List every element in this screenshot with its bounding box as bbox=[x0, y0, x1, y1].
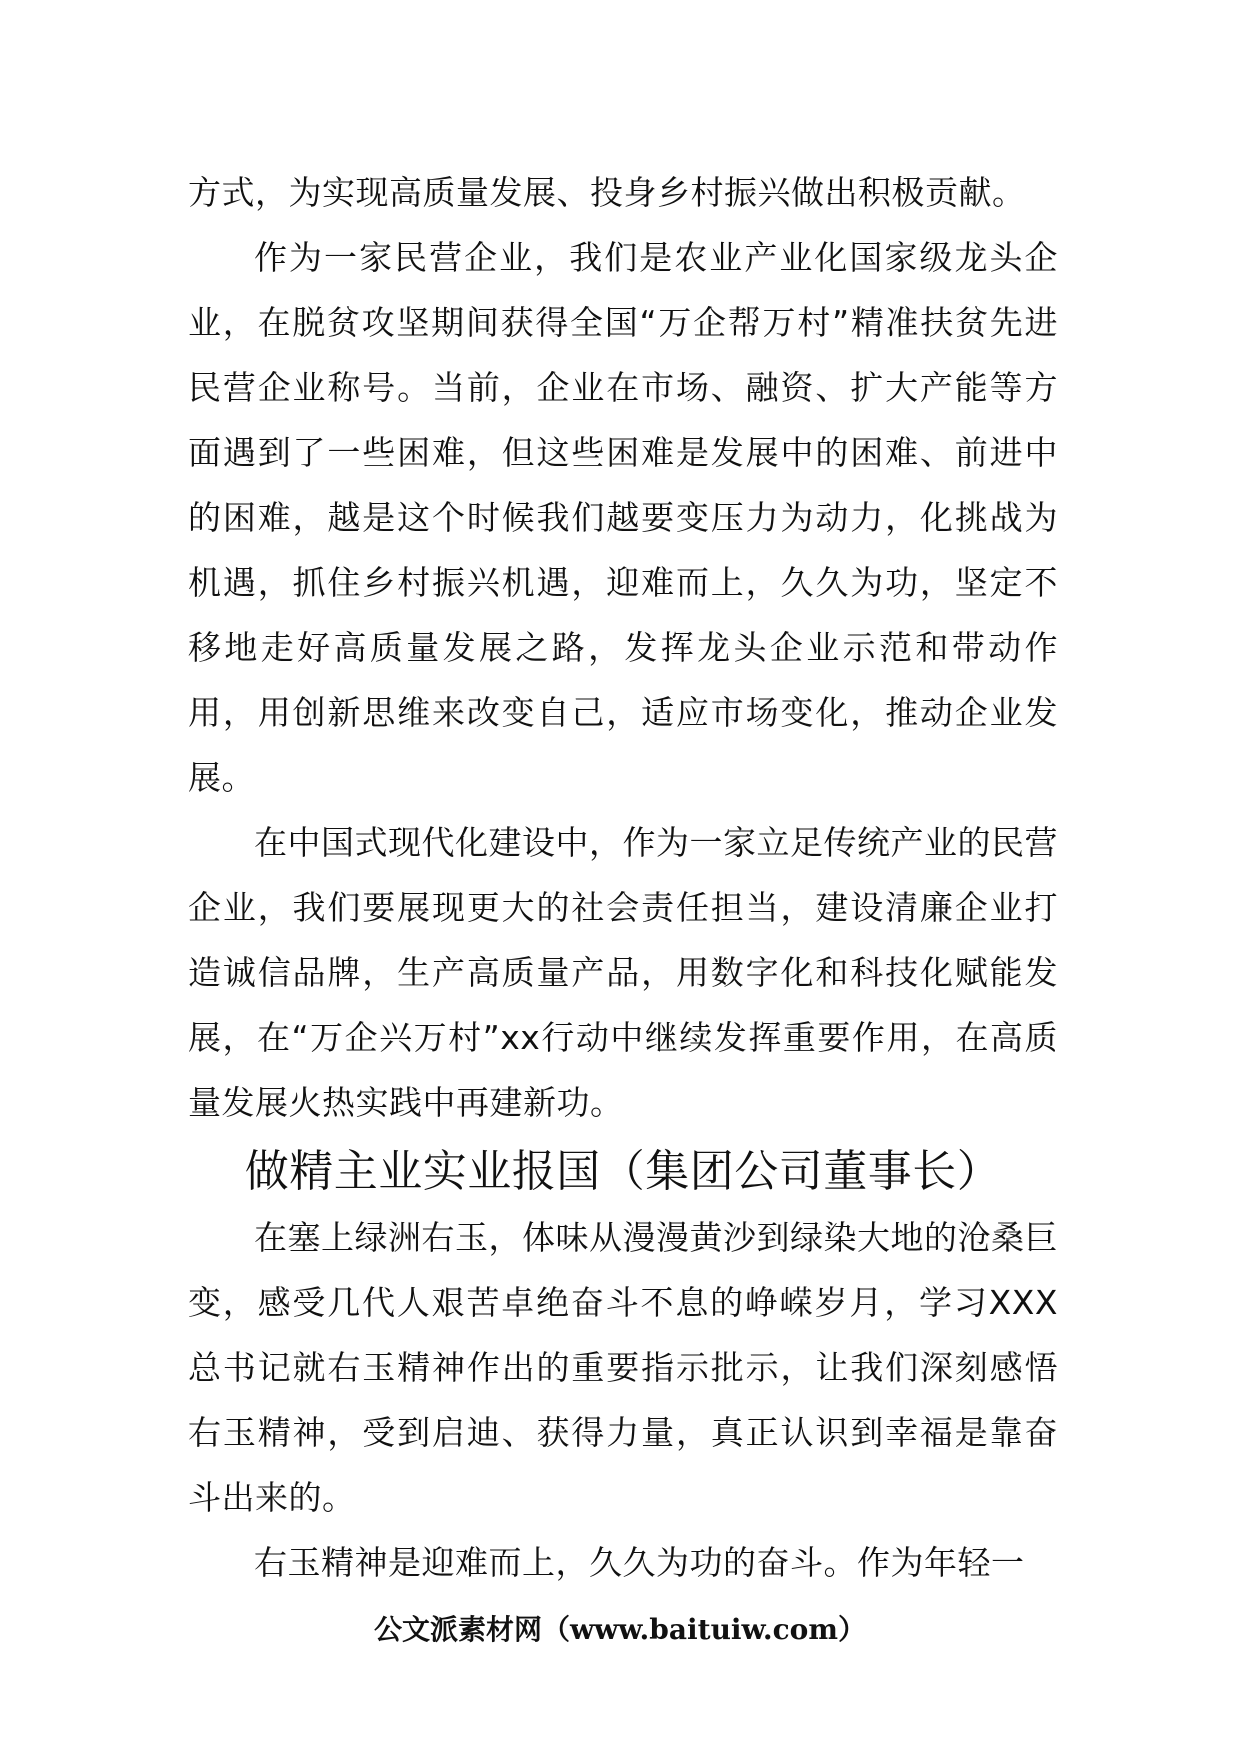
paragraph-3: 在中国式现代化建设中，作为一家立足传统产业的民营企业，我们要展现更大的社会责任担当，建设清廉企业打造诚信品牌，生产高质量产品，用数字化和科技化赋能发展，在“万企兴万村”xx行动中继续发挥重要作用，在高质量发展火热实践中再建新功。 bbox=[188, 823, 1058, 1122]
page-footer: 公文派素材网（www.baituiw.com） bbox=[374, 1613, 866, 1646]
paragraph-2: 作为一家民营企业，我们是农业产业化国家级龙头企业，在脱贫攻坚期间获得全国“万企帮万村”精准扶贫先进民营企业称号。当前，企业在市场、融资、扩大产能等方面遇到了一些困难，但这些困难是发展中的困难、前进中的困难，越是这个时候我们越要变压力为动力，化挑战为机遇，抓住乡村振兴机遇，迎难而上，久久为功，坚定不移地走好高质量发展之路，发挥龙头企业示范和带动作用，用创新思维来改变自己，适应市场变化，推动企业发展。 bbox=[188, 238, 1058, 797]
section-heading: 做精主业实业报国（集团公司董事长） bbox=[244, 1146, 1002, 1197]
paragraph-1: 方式，为实现高质量发展、投身乡村振兴做出积极贡献。 bbox=[188, 173, 1026, 212]
document-body bbox=[188, 160, 1058, 1595]
paragraph-5: 右玉精神是迎难而上，久久为功的奋斗。作为年轻一 bbox=[254, 1543, 1025, 1582]
paragraph-4: 在塞上绿洲右玉，体味从漫漫黄沙到绿染大地的沧桑巨变，感受几代人艰苦卓绝奋斗不息的峥嵘岁月，学习XXX总书记就右玉精神作出的重要指示批示，让我们深刻感悟右玉精神，受到启迪、获得力量，真正认识到幸福是靠奋斗出来的。 bbox=[188, 1218, 1058, 1517]
